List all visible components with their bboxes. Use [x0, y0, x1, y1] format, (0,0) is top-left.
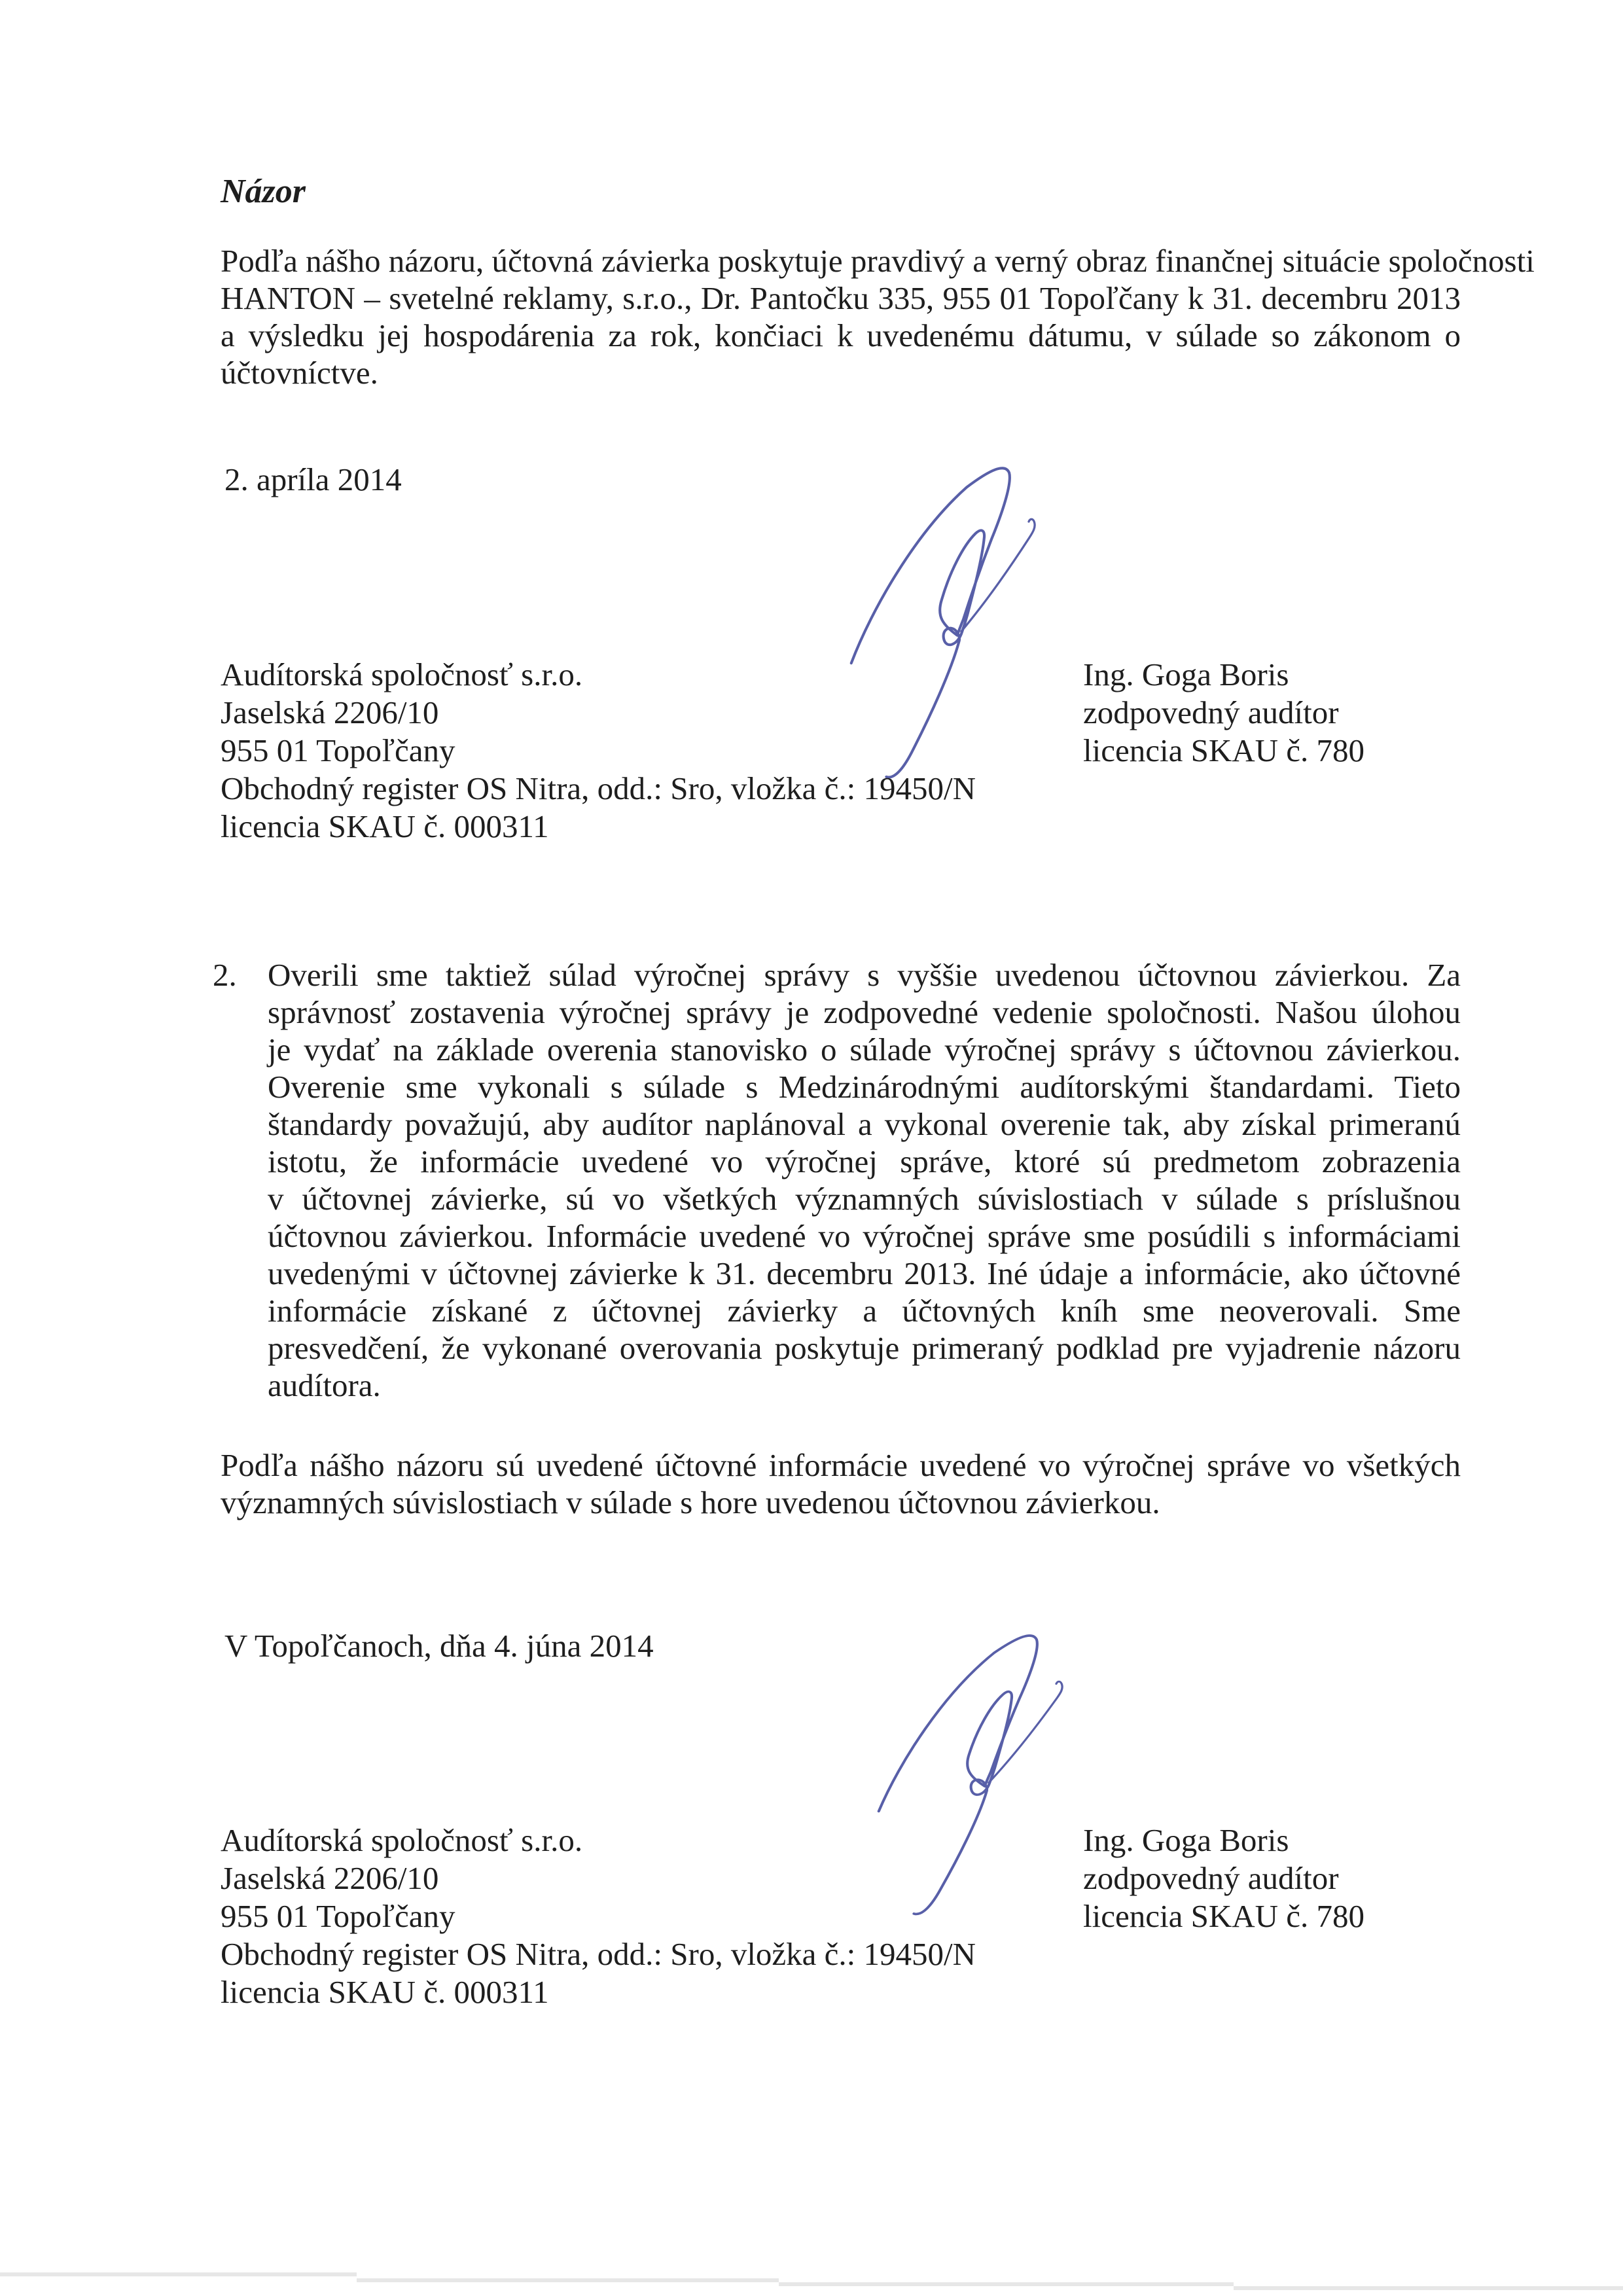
paragraph-line: významných súvislostiach v súlade s hore uvedenou účtovnou závierkou. [221, 1484, 1160, 1520]
paragraph-line: istotu, že informácie uvedené vo výročnej správe, ktoré sú predmetom zobrazenia [268, 1143, 1461, 1179]
paragraph-line: a výsledku jej hospodárenia za rok, končiaci k uvedenému dátumu, v súlade so zákonom o [221, 317, 1461, 353]
auditor-name: Ing. Goga Boris [1083, 1822, 1289, 1858]
auditor-licence: licencia SKAU č. 780 [1083, 1898, 1364, 1934]
firm-city: 955 01 Topoľčany [221, 1898, 455, 1934]
scan-artifact-line [779, 2282, 1234, 2286]
firm-register: Obchodný register OS Nitra, odd.: Sro, vložka č.: 19450/N [221, 770, 976, 806]
conclusion-paragraph [221, 1446, 1461, 1521]
opinion-paragraph [221, 242, 1535, 391]
scan-artifact-line [357, 2278, 779, 2282]
paragraph-line: Podľa nášho názoru sú uvedené účtovné informácie uvedené vo výročnej správe vo všetkých [221, 1447, 1461, 1483]
firm-city: 955 01 Topoľčany [221, 732, 455, 768]
paragraph-line: informácie získané z účtovnej závierky a účtovných kníh sme neoverovali. Sme [268, 1293, 1461, 1329]
paragraph-line: účtovníctve. [221, 355, 378, 391]
paragraph-line: presvedčení, že vykonané overovania poskytuje primeraný podklad pre vyjadrenie názoru [268, 1330, 1461, 1366]
paragraph-line: Overili sme taktiež súlad výročnej správy s vyššie uvedenou účtovnou závierkou. Za [268, 957, 1461, 993]
firm-licence: licencia SKAU č. 000311 [221, 1974, 549, 2010]
firm-street: Jaselská 2206/10 [221, 694, 439, 730]
audit-firm-block [221, 656, 976, 846]
audit-firm-block [221, 1821, 976, 2011]
paragraph-line: HANTON – svetelné reklamy, s.r.o., Dr. Pantočku 335, 955 01 Topoľčany k 31. decembru 2013 [221, 280, 1461, 316]
annual-report-paragraph [268, 956, 1461, 1404]
scan-artifact-line [0, 2272, 357, 2276]
auditor-role: zodpovedný audítor [1083, 694, 1339, 730]
firm-register: Obchodný register OS Nitra, odd.: Sro, vložka č.: 19450/N [221, 1936, 976, 1972]
responsible-auditor-block [1083, 1821, 1364, 1935]
scan-artifact-line [1234, 2286, 1623, 2290]
list-item-number: 2. [213, 957, 237, 993]
paragraph-line: je vydať na základe overenia stanovisko o súlade výročnej správy s účtovnou závierkou. [268, 1031, 1461, 1067]
auditor-licence: licencia SKAU č. 780 [1083, 732, 1364, 768]
report-date: 2. apríla 2014 [224, 461, 402, 497]
auditor-name: Ing. Goga Boris [1083, 656, 1289, 692]
paragraph-line: Podľa nášho názoru, účtovná závierka poskytuje pravdivý a verný obraz finančnej situácie spoločnosti [221, 243, 1535, 279]
paragraph-line: účtovnou závierkou. Informácie uvedené vo výročnej správe sme posúdili s informáciami [268, 1218, 1461, 1254]
paragraph-line: audítora. [268, 1367, 381, 1403]
auditor-role: zodpovedný audítor [1083, 1860, 1339, 1896]
paragraph-line: správnosť zostavenia výročnej správy je zodpovedné vedenie spoločnosti. Našou úlohou [268, 994, 1461, 1030]
firm-name: Audítorská spoločnosť s.r.o. [221, 1822, 583, 1858]
responsible-auditor-block [1083, 656, 1364, 770]
firm-street: Jaselská 2206/10 [221, 1860, 439, 1896]
page-title: Názor [221, 173, 306, 210]
paragraph-line: v účtovnej závierke, sú vo všetkých významných súvislostiach v súlade s príslušnou [268, 1181, 1461, 1217]
paragraph-line: Overenie sme vykonali s súlade s Medzinárodnými audítorskými štandardami. Tieto [268, 1069, 1461, 1105]
signing-place-date: V Topoľčanoch, dňa 4. júna 2014 [224, 1628, 654, 1664]
paragraph-line: uvedenými v účtovnej závierke k 31. decembru 2013. Iné údaje a informácie, ako účtovné [268, 1255, 1461, 1291]
firm-name: Audítorská spoločnosť s.r.o. [221, 656, 583, 692]
firm-licence: licencia SKAU č. 000311 [221, 808, 549, 844]
paragraph-line: štandardy považujú, aby audítor naplánoval a vykonal overenie tak, aby získal primeranú [268, 1106, 1461, 1142]
